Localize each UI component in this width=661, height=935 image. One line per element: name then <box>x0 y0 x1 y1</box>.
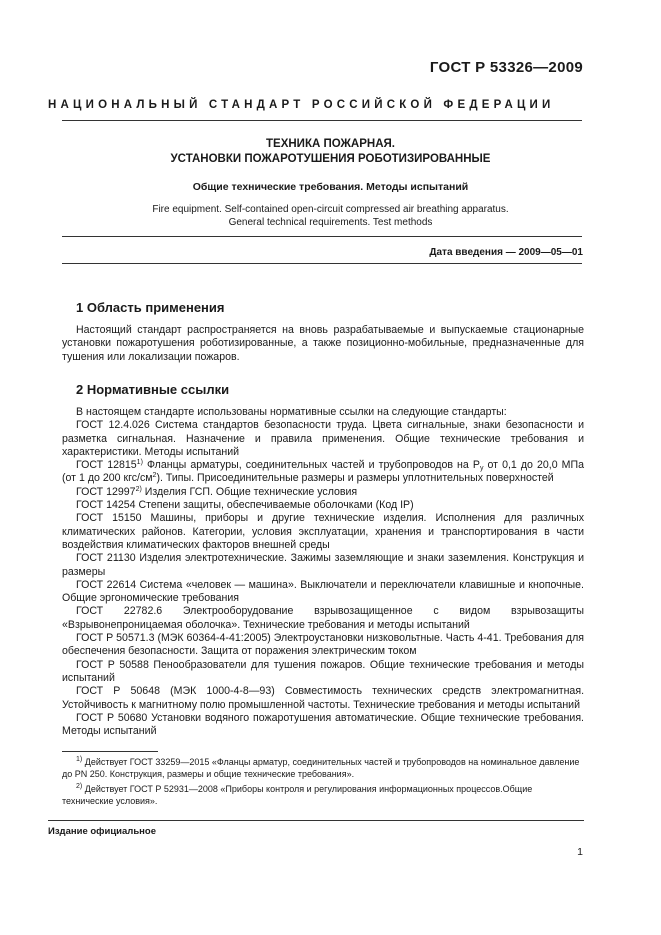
section-1-heading: 1 Область применения <box>76 300 225 315</box>
header-divider <box>62 120 582 121</box>
reference-code: ГОСТ Р 50588 <box>76 658 149 671</box>
footnote-mark: 2) <box>135 485 142 493</box>
section-2-heading: 2 Нормативные ссылки <box>76 382 230 397</box>
reference-text: Электрооборудование взрывозащищенное с видом взрывозащиты «Взрывонепроницаемая оболочка». Технические требования и методы испытаний <box>62 605 584 631</box>
footnote-mark: 2) <box>76 783 83 790</box>
reference-item <box>62 605 584 632</box>
edition-label: Издание официальное <box>48 826 156 837</box>
reference-code: ГОСТ 14254 <box>76 499 136 512</box>
reference-item <box>62 659 584 686</box>
edition-divider <box>48 820 584 821</box>
reference-code: ГОСТ Р 50571.3 <box>76 632 155 645</box>
reference-text: (МЭК 1000-4-8—93) Совместимость технических средств электромагнитная. Устойчивость к магнитному полю промышленной частоты. Технические требования и методы испытаний <box>62 685 585 711</box>
section-1-paragraph: Настоящий стандарт распространяется на вновь разрабатываемые и выпускаемые стационарные установки пожаротушения роботизированные, а также позиционно-мобильные, предназначенные для тушения или локализации пожаров. <box>62 324 584 363</box>
reference-item <box>62 712 584 739</box>
date-divider <box>62 263 582 264</box>
reference-code: ГОСТ 22614 <box>76 578 137 591</box>
footnotes <box>62 757 584 811</box>
section-2-body <box>62 406 584 738</box>
english-title-line-2: General technical requirements. Test methods <box>228 217 433 228</box>
introduction-date: Дата введения — 2009—05—01 <box>429 247 583 258</box>
reference-text: Пенообразователи для тушения пожаров. Общие технические требования и методы испытаний <box>62 658 584 684</box>
reference-item <box>62 685 584 712</box>
title-line-2: УСТАНОВКИ ПОЖАРОТУШЕНИЯ РОБОТИЗИРОВАННЫЕ <box>170 153 491 165</box>
footnote-1 <box>62 757 584 780</box>
reference-text: Машины, приборы и другие технические изделия. Исполнения для различных климатических районов. Категории, условия эксплуатации, хранения и транспортирования в части воздействия климатических факторов внешней среды <box>62 512 584 551</box>
reference-text: Изделия электротехнические. Зажимы заземляющие и знаки заземления. Конструкция и размеры <box>62 552 584 578</box>
reference-code: ГОСТ 12815 <box>76 459 137 472</box>
reference-text: (МЭК 60364-4-41:2005) Электроустановки низковольтные. Часть 4-41. Требования для обеспечения безопасности. Защита от поражения электрическим током <box>62 632 584 658</box>
standard-number: ГОСТ Р 53326—2009 <box>429 59 583 76</box>
footnote-divider <box>62 751 158 752</box>
footnote-mark: 1) <box>76 756 83 763</box>
reference-code: ГОСТ 21130 <box>76 552 136 565</box>
reference-code: ГОСТ 12997 <box>76 485 136 498</box>
reference-item <box>62 486 584 499</box>
footnote-2 <box>62 784 584 807</box>
title-divider <box>62 236 582 237</box>
reference-text: Степени защиты, обеспечиваемые оболочками (Код IP) <box>135 499 414 512</box>
reference-text: Система «человек — машина». Выключатели и переключатели клавишные и кнопочные. Общие эргономические требования <box>62 578 584 605</box>
reference-item <box>62 459 584 486</box>
reference-code: ГОСТ 12.4.026 <box>76 419 150 432</box>
reference-code: ГОСТ Р 50680 <box>76 711 148 724</box>
reference-item <box>62 499 584 512</box>
reference-item <box>62 579 584 606</box>
title-line-1: ТЕХНИКА ПОЖАРНАЯ. <box>266 138 395 150</box>
document-subtitle: Общие технические требования. Методы испытаний <box>192 181 469 193</box>
superscript: 2 <box>152 472 157 480</box>
reference-item <box>62 552 584 579</box>
section-1-body <box>62 324 584 364</box>
reference-text: Фланцы арматуры, соединительных частей и трубопроводов на P <box>142 459 480 472</box>
reference-text-end: ). Типы. Присоединительные размеры и размеры уплотнительных поверхностей <box>156 472 554 485</box>
footnote-text: Действует ГОСТ 33259—2015 «Фланцы арматур, соединительных частей и трубопроводов на номинальное давление до PN 250. Конструкция, размеры и общие технические требования». <box>62 757 580 779</box>
reference-text-cont: от 0,1 до 20,0 МПа (от 1 до 200 кгс/см <box>62 459 584 485</box>
footnote-text: Действует ГОСТ Р 52931—2008 «Приборы контроля и регулирования информационных процессов.Общие технические условия». <box>62 784 533 806</box>
reference-code: ГОСТ 22782.6 <box>76 605 163 618</box>
reference-item <box>62 512 584 552</box>
reference-code: ГОСТ 15150 <box>76 512 142 525</box>
reference-text: Установки водяного пожаротушения автоматические. Общие технические требования. Методы испытаний <box>62 711 584 738</box>
national-standard-banner: НАЦИОНАЛЬНЫЙ СТАНДАРТ РОССИЙСКОЙ ФЕДЕРАЦИИ <box>48 99 555 111</box>
page-number: 1 <box>577 846 583 858</box>
references-intro: В настоящем стандарте использованы нормативные ссылки на следующие стандарты: <box>76 406 507 418</box>
reference-item <box>62 419 584 459</box>
subscript: у <box>479 465 484 473</box>
english-title-line-1: Fire equipment. Self-contained open-circuit compressed air breathing apparatus. <box>152 204 509 215</box>
reference-item <box>62 632 584 659</box>
reference-text: Изделия ГСП. Общие технические условия <box>141 485 358 498</box>
footnote-mark: 1) <box>136 459 143 467</box>
reference-code: ГОСТ Р 50648 <box>76 685 160 698</box>
reference-text: Система стандартов безопасности труда. Цвета сигнальные, знаки безопасности и разметка сигнальная. Назначение и правила применения. Общие технические требования и характеристики. Методы испытаний <box>62 419 584 458</box>
